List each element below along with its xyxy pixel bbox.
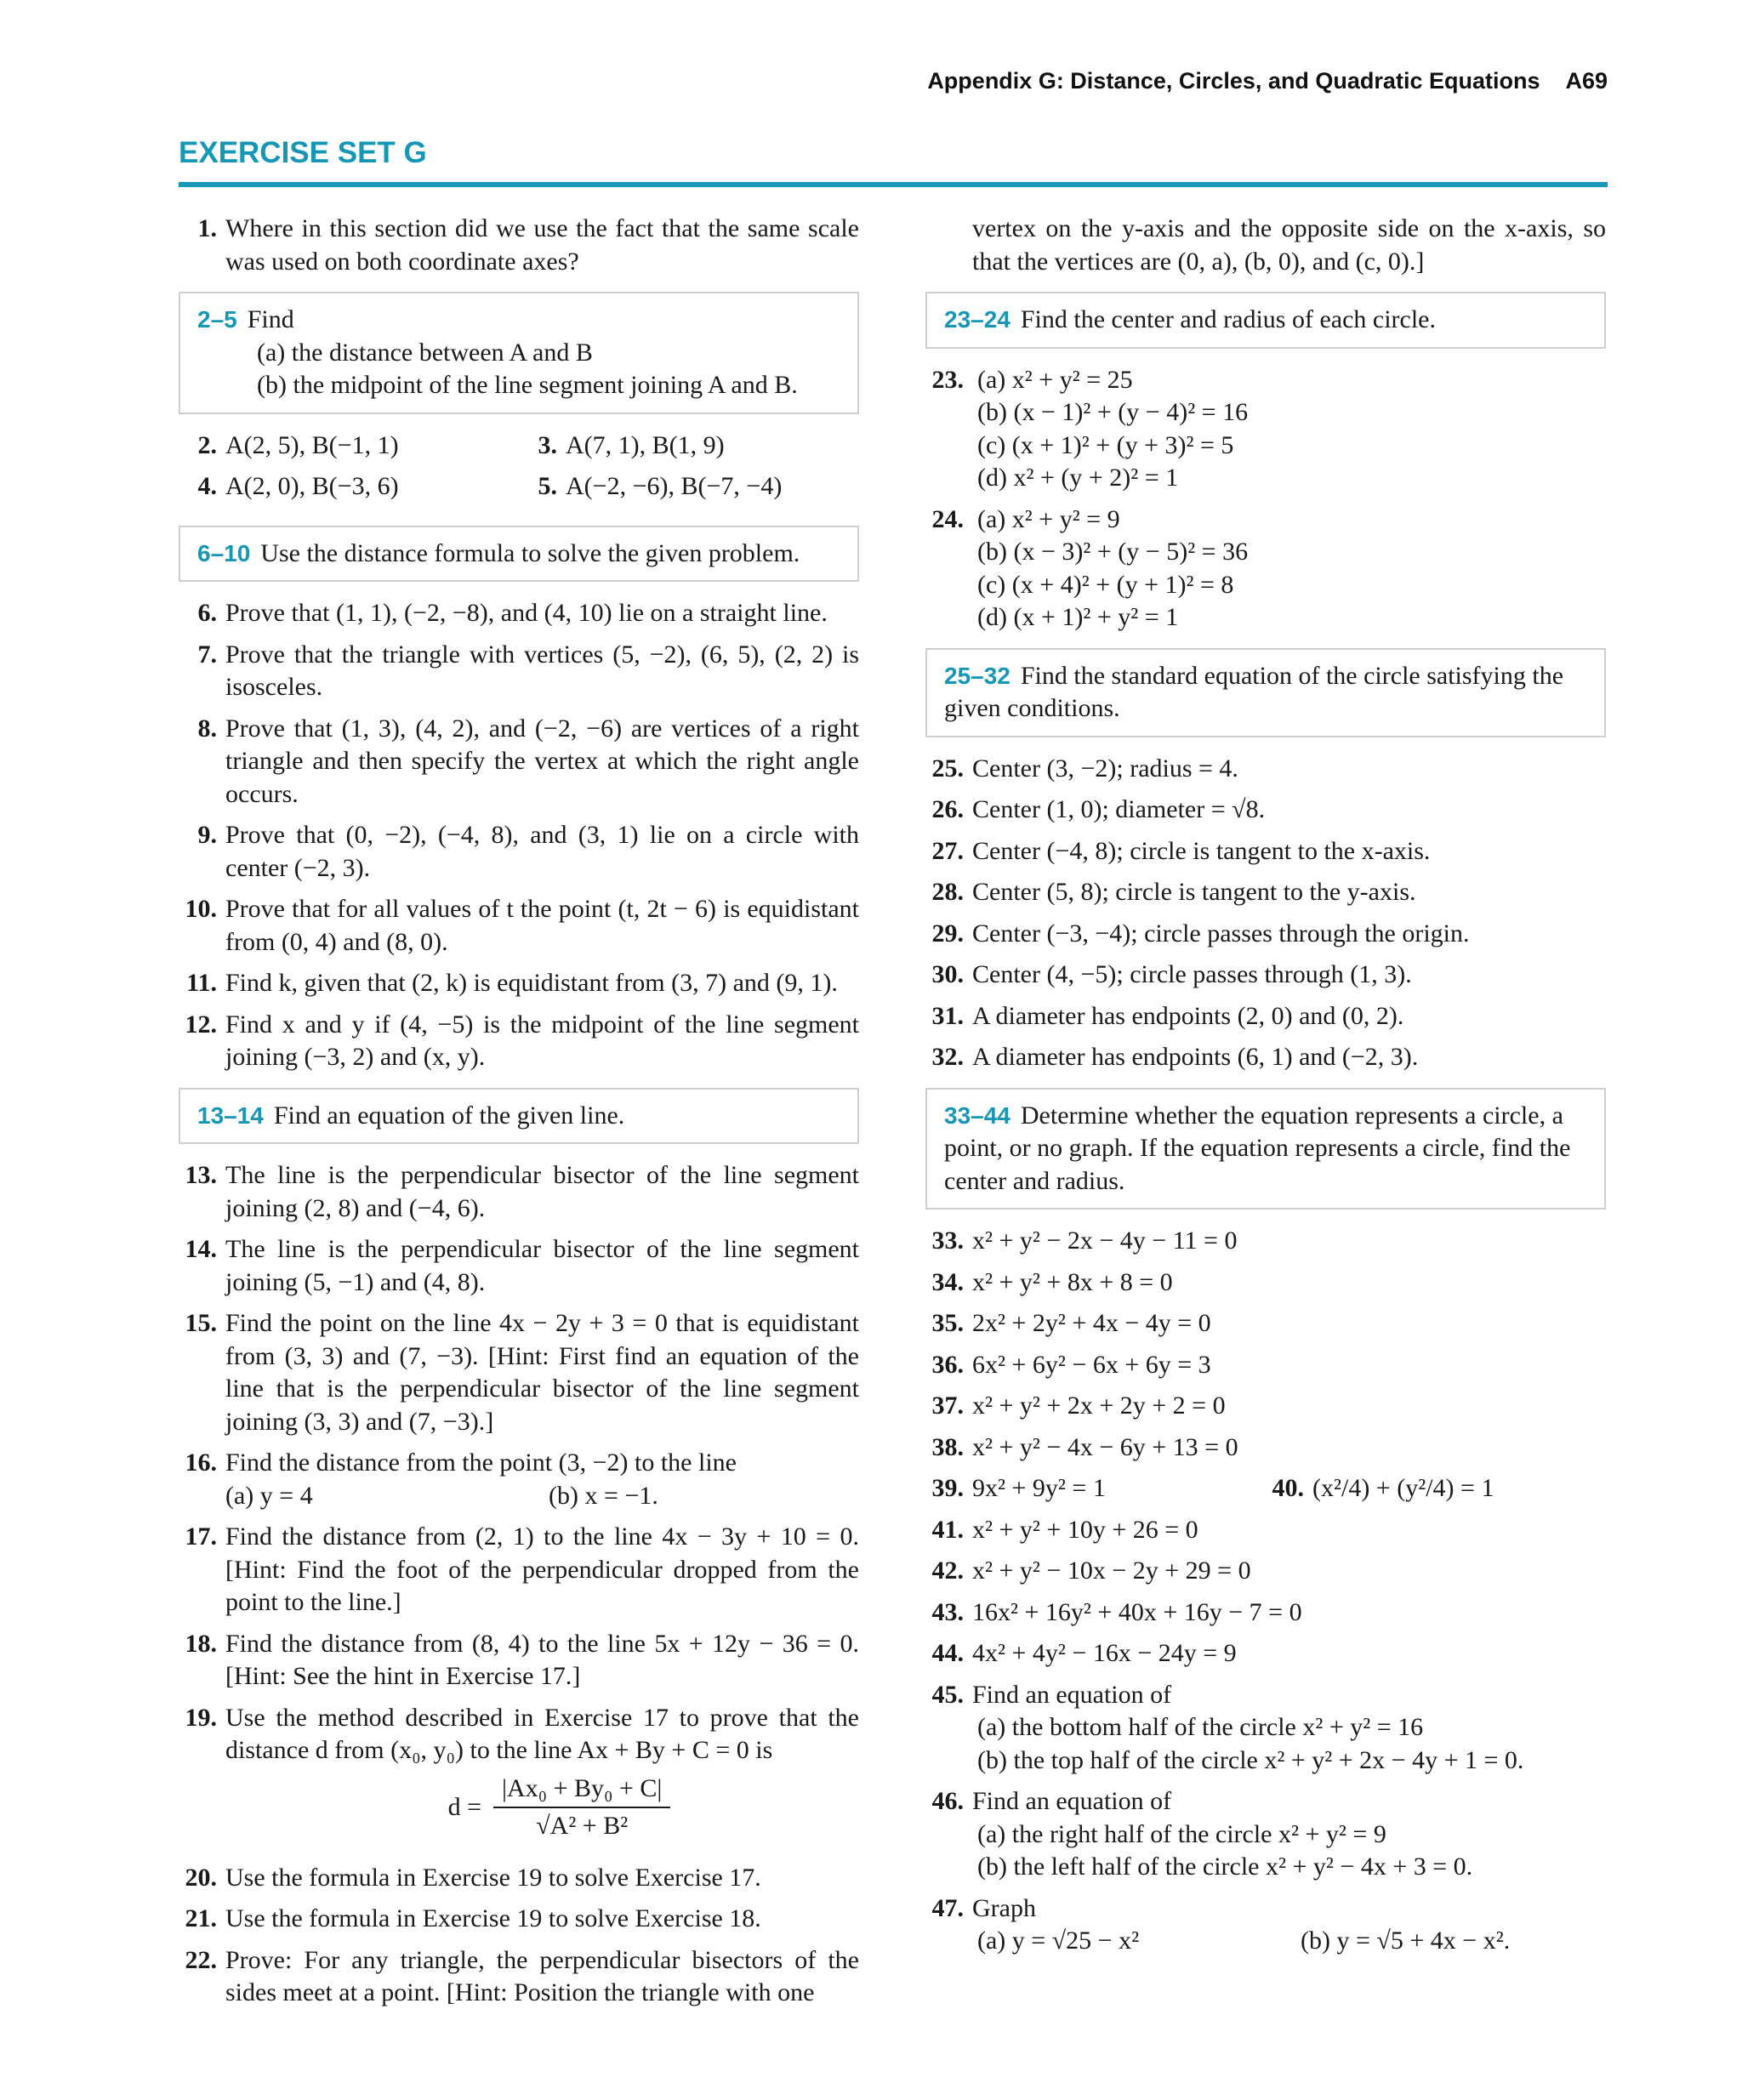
exercise-26: 26. Center (1, 0); diameter = √8. [931,795,1266,823]
exercise-23: 23. (a) x² + y² = 25 (b) (x − 1)² + (y − 4)² = 16 (c) (x + 1)² + (y + 3)² = 5 (d) x² + (y + 2)² = 1 [931,365,1249,492]
running-head [927,68,1608,94]
exercise-22: 22. Prove: For any triangle, the perpendicular bisectors of the sides meet at a point. [Hint: Position the triangle with one [185,1945,859,2006]
exercise-41: 41. x² + y² + 10y + 26 = 0 [931,1515,1198,1544]
exercise-1: 1. Where in this section did we use the fact that the same scale was used on both coordinate axes? [197,214,859,276]
exercise-40: 40. (x²/4) + (y²/4) = 1 [1272,1474,1494,1502]
exercise-pair-39-40 [925,1472,1606,1514]
distance-formula: d = $\frac{\text{|Ax₀ + By₀ + C|}}{\text{√A² + B²}}$ [225,1773,859,1843]
instruction-box-33-44: 33–44 Determine whether the equation represents a circle, a point, or no graph. If the equation represents a circle, find the center and radius. [925,1088,1606,1210]
instruction-box-2-5: 2–5 Find (a) the distance between A and B (b) the midpoint of the line segment joining A and B. [179,292,859,414]
exercise-44: 44. 4x² + 4y² − 16x − 24y = 9 [931,1639,1237,1667]
instruction-box-13-14: 13–14 Find an equation of the given line. [179,1088,859,1145]
exercise-31: 31. A diameter has endpoints (2, 0) and (0, 2). [931,1001,1404,1030]
instruction-box-6-10: 6–10 Use the distance formula to solve the given problem. [179,526,859,583]
exercise-10: 10. Prove that for all values of t the point (t, 2t − 6) is equidistant from (0, 4) and (8, 0). [185,895,859,956]
exercise-8: 8. Prove that (1, 3), (4, 2), and (−2, −6) are vertices of a right triangle and then specify the vertex at which the right angle occurs. [197,714,859,808]
exercise-29: 29. Center (−3, −4); circle passes through the origin. [931,919,1470,948]
exercise-18: 18. Find the distance from (8, 4) to the line 5x + 12y − 36 = 0. [Hint: See the hint in Exercise 17.] [185,1629,859,1690]
exercise-9: 9. Prove that (0, −2), (−4, 8), and (3, 1) lie on a circle with center (−2, 3). [197,821,859,882]
exercise-47-part-b: (b) y = √5 + 4x − x². [1301,1926,1511,1955]
exercise-set-title: EXERCISE SET G [179,136,427,169]
exercise-4: 4. A(2, 0), B(−3, 6) [197,472,399,500]
exercise-39: 39. 9x² + 9y² = 1 [931,1474,1106,1502]
title-rule [179,182,1608,187]
exercise-13: 13. The line is the perpendicular bisector of the line segment joining (2, 8) and (−4, 6). [185,1161,859,1222]
exercise-16: 16. Find the distance from the point (3, −2) to the line (a) y = 4 (b) x = −1. [179,1447,859,1512]
exercise-32: 32. A diameter has endpoints (6, 1) and (−2, 3). [931,1043,1419,1071]
exercise-27: 27. Center (−4, 8); circle is tangent to the x-axis. [931,836,1431,865]
exercise-22-continued: vertex on the y-axis and the opposite side on the x-axis, so that the vertices are (0, a), (b, 0), and (c, 0).] [972,214,1606,276]
exercise-45: 45. Find an equation of (a) the bottom half of the circle x² + y² = 16 (b) the top half of the circle x² + y² + 2x − 4y + 1 = 0. [931,1680,1524,1774]
exercise-17: 17. Find the distance from (2, 1) to the line 4x − 3y + 10 = 0. [Hint: Find the foot of the perpendicular dropped from the point to the line.] [185,1522,859,1616]
exercise-42: 42. x² + y² − 10x − 2y + 29 = 0 [931,1557,1251,1585]
exercise-15: 15. Find the point on the line 4x − 2y + 3 = 0 that is equidistant from (3, 3) and (7, −3). [Hint: First find an equation of the line that is the perpendicular bisector of the line segment joining (3, 3) and (7, −3).] [185,1309,859,1436]
exercise-pair-2-3 [179,430,859,471]
exercise-5: 5. A(−2, −6), B(−7, −4) [538,472,783,500]
exercise-30: 30. Center (4, −5); circle passes through (1, 3). [931,960,1412,988]
exercise-3: 3. A(7, 1), B(1, 9) [538,430,725,459]
exercise-43: 43. 16x² + 16y² + 40x + 16y − 7 = 0 [931,1597,1302,1626]
exercise-20: 20. Use the formula in Exercise 19 to solve Exercise 17. [185,1863,761,1892]
instruction-box-25-32: 25–32 Find the standard equation of the circle satisfying the given conditions. [925,648,1606,737]
exercise-2: 2. A(2, 5), B(−1, 1) [197,430,399,459]
instruction-range: 2–5 [197,306,237,333]
exercise-16-part-a: (a) y = 4 [225,1481,313,1510]
exercise-16-part-b: (b) x = −1. [549,1481,658,1510]
right-column [925,213,1606,1966]
exercise-37: 37. x² + y² + 2x + 2y + 2 = 0 [931,1391,1226,1420]
exercise-38: 38. x² + y² − 4x − 6y + 13 = 0 [931,1432,1238,1461]
instruction-box-23-24: 23–24 Find the center and radius of each circle. [925,292,1606,349]
exercise-47-part-a: (a) y = √25 − x² [977,1926,1140,1955]
exercise-12: 12. Find x and y if (4, −5) is the midpoint of the line segment joining (−3, 2) and (x, y). [185,1010,859,1071]
exercise-14: 14. The line is the perpendicular bisector of the line segment joining (5, −1) and (4, 8). [185,1235,859,1296]
exercise-47: 47. Graph (a) y = √25 − x² (b) y = √5 + 4x − x². [925,1892,1606,1958]
exercise-pair-4-5 [179,470,859,512]
exercise-24: 24. (a) x² + y² = 9 (b) (x − 3)² + (y − 5)² = 36 (c) (x + 4)² + (y + 1)² = 8 (d) (x + 1)² + y² = 1 [931,504,1249,631]
formula-denominator: √A² + B² [536,1812,629,1840]
exercise-19: 19. Use the method described in Exercise 17 to prove that the distance d from (x₀, y₀) to the line Ax + By + C = 0 is d = $\frac{\text{|Ax₀ + By₀ + C|}}{\text{√A² + B²}}$ [179,1702,859,1853]
exercise-34: 34. x² + y² + 8x + 8 = 0 [931,1267,1173,1296]
left-column [179,213,859,2018]
exercise-11: 11. Find k, given that (2, k) is equidistant from (3, 7) and (9, 1). [186,969,838,997]
exercise-6: 6. Prove that (1, 1), (−2, −8), and (4, 10) lie on a straight line. [197,599,828,627]
exercise-35: 35. 2x² + 2y² + 4x − 4y = 0 [931,1309,1211,1337]
page-number: A69 [1565,68,1608,94]
exercise-33: 33. x² + y² − 2x − 4y − 11 = 0 [931,1226,1238,1255]
exercise-25: 25. Center (3, −2); radius = 4. [931,754,1238,783]
exercise-46: 46. Find an equation of (a) the right half of the circle x² + y² = 9 (b) the left half of the circle x² + y² − 4x + 3 = 0. [931,1787,1473,1881]
exercise-36: 36. 6x² + 6y² − 6x + 6y = 3 [931,1350,1211,1379]
running-title: Appendix G: Distance, Circles, and Quadratic Equations [927,68,1540,94]
formula-numerator: |Ax₀ + By₀ + C| [493,1773,670,1809]
exercise-7: 7. Prove that the triangle with vertices (5, −2), (6, 5), (2, 2) is isosceles. [197,640,859,701]
exercise-21: 21. Use the formula in Exercise 19 to solve Exercise 18. [185,1904,761,1932]
exercise-28: 28. Center (5, 8); circle is tangent to the y-axis. [931,878,1416,906]
